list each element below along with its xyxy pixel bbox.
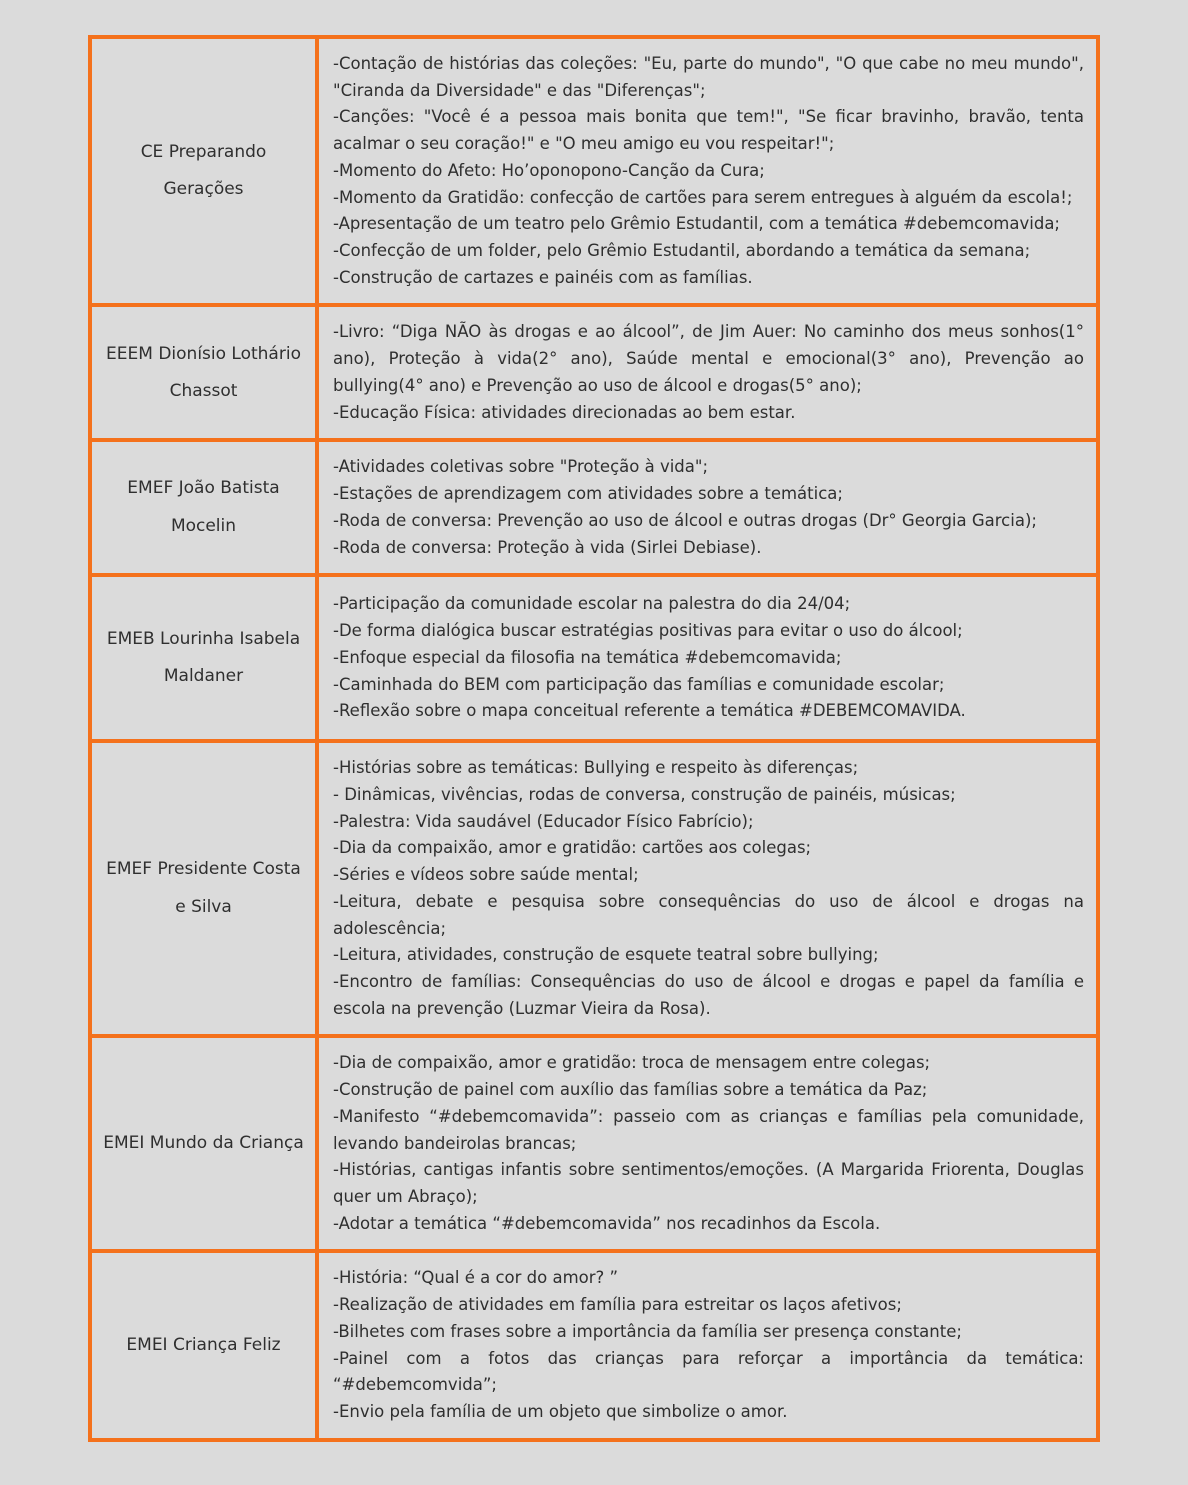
table-row	[90, 305, 1098, 440]
activity-item: -De forma dialógica buscar estratégias positivas para evitar o uso do álcool;	[333, 621, 963, 641]
activity-item: -Encontro de famílias: Consequências do uso de álcool e drogas e papel da família e escola na prevenção (Luzmar Vieira da Rosa).	[333, 971, 1084, 1018]
activity-item: -Histórias sobre as temáticas: Bullying e respeito às diferenças;	[333, 758, 859, 778]
activity-item: -Envio pela família de um objeto que simbolize o amor.	[333, 1402, 788, 1422]
table-row	[90, 37, 1098, 305]
activity-item: -Atividades coletivas sobre "Proteção à vida";	[333, 457, 709, 477]
school-name: EMEF Presidente Costa e Silva	[90, 741, 317, 1036]
school-name: CE Preparando Gerações	[90, 37, 317, 305]
activity-item: -Enfoque especial da filosofia na temática #debemcomavida;	[333, 647, 842, 667]
school-name: EMEB Lourinha Isabela Maldaner	[90, 575, 317, 741]
activity-item: - Dinâmicas, vivências, rodas de conversa, construção de painéis, músicas;	[333, 784, 956, 804]
activities-list	[317, 741, 1098, 1036]
activity-item: -Construção de painel com auxílio das famílias sobre a temática da Paz;	[333, 1080, 928, 1100]
activities-list	[317, 1036, 1098, 1251]
activity-item: -Caminhada do BEM com participação das famílias e comunidade escolar;	[333, 674, 945, 694]
table-row	[90, 741, 1098, 1036]
activity-item: -Roda de conversa: Prevenção ao uso de álcool e outras drogas (Dr° Georgia Garcia);	[333, 510, 1037, 530]
activity-item: -Educação Física: atividades direcionadas ao bem estar.	[333, 402, 796, 422]
activity-item: -Canções: "Você é a pessoa mais bonita que tem!", "Se ficar bravinho, bravão, tenta acalmar o seu coração!" e "O meu amigo eu vou respeitar!";	[333, 107, 1084, 154]
school-name: EMEI Criança Feliz	[90, 1251, 317, 1439]
activity-item: -Realização de atividades em família para estreitar os laços afetivos;	[333, 1295, 902, 1315]
activity-item: -Bilhetes com frases sobre a importância da família ser presença constante;	[333, 1321, 962, 1341]
activity-item: -Leitura, debate e pesquisa sobre consequências do uso de álcool e drogas na adolescência;	[333, 891, 1084, 938]
table-row	[90, 1036, 1098, 1251]
activity-item: -Histórias, cantigas infantis sobre sentimentos/emoções. (A Margarida Friorenta, Douglas quer um Abraço);	[333, 1160, 1084, 1206]
activity-item: -Adotar a temática “#debemcomavida” nos recadinhos da Escola.	[333, 1213, 881, 1233]
activity-item: -Roda de conversa: Proteção à vida (Sirlei Debiase).	[333, 537, 762, 557]
activity-item: -Construção de cartazes e painéis com as famílias.	[333, 267, 753, 287]
school-name: EMEF João Batista Mocelin	[90, 440, 317, 575]
schools-activities-table	[88, 35, 1100, 1442]
activity-item: -Séries e vídeos sobre saúde mental;	[333, 865, 639, 885]
activity-item: -Apresentação de um teatro pelo Grêmio Estudantil, com a temática #debemcomavida;	[333, 214, 1060, 234]
activity-item: -Dia da compaixão, amor e gratidão: cartões aos colegas;	[333, 838, 812, 858]
activity-item: -Livro: “Diga NÃO às drogas e ao álcool”, de Jim Auer: No caminho dos meus sonhos(1° ano), Proteção à vida(2° ano), Saúde mental e emocional(3° ano), Prevenção ao bullying(4° ano) e Prevenção ao uso de álcool e drogas(5° ano);	[333, 322, 1084, 395]
activity-item: -Contação de histórias das coleções: "Eu, parte do mundo", "O que cabe no meu mundo", "Ciranda da Diversidade" e das "Diferenças";	[333, 54, 1084, 100]
activity-item: -Momento do Afeto: Ho’oponopono-Canção da Cura;	[333, 160, 765, 180]
activities-list	[317, 1251, 1098, 1439]
activity-item: -Leitura, atividades, construção de esquete teatral sobre bullying;	[333, 945, 879, 965]
table-row	[90, 575, 1098, 741]
activities-list	[317, 575, 1098, 741]
activity-item: -Confecção de um folder, pelo Grêmio Estudantil, abordando a temática da semana;	[333, 241, 1031, 261]
school-name: EEEM Dionísio Lothário Chassot	[90, 305, 317, 440]
table-body	[90, 37, 1098, 1440]
activity-item: -Painel com a fotos das crianças para reforçar a importância da temática: “#debemcomvida”;	[333, 1348, 1084, 1395]
activities-list	[317, 440, 1098, 575]
activity-item: -História: “Qual é a cor do amor? ”	[333, 1268, 619, 1288]
activity-item: -Dia de compaixão, amor e gratidão: troca de mensagem entre colegas;	[333, 1053, 931, 1073]
activities-list	[317, 37, 1098, 305]
table-row	[90, 440, 1098, 575]
activity-item: -Manifesto “#debemcomavida”: passeio com as crianças e famílias pela comunidade, levando bandeirolas brancas;	[333, 1106, 1084, 1153]
activity-item: -Momento da Gratidão: confecção de cartões para serem entregues à alguém da escola!;	[333, 187, 1073, 207]
activity-item: -Participação da comunidade escolar na palestra do dia 24/04;	[333, 594, 851, 614]
activity-item: -Reflexão sobre o mapa conceitual referente a temática #DEBEMCOMAVIDA.	[333, 701, 966, 721]
activity-item: -Estações de aprendizagem com atividades sobre a temática;	[333, 484, 843, 504]
activities-list	[317, 305, 1098, 440]
table-row	[90, 1251, 1098, 1439]
school-name: EMEI Mundo da Criança	[90, 1036, 317, 1251]
activity-item: -Palestra: Vida saudável (Educador Físico Fabrício);	[333, 811, 754, 831]
